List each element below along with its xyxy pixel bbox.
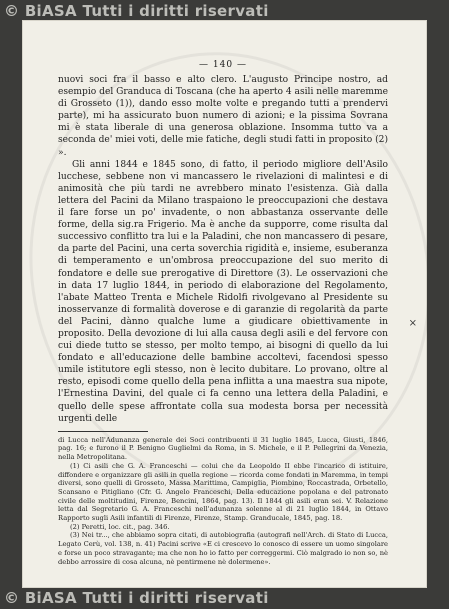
footnote: (3) Nei tr..., che abbiamo sopra citati, di autobiografia (autografi nell'Arch. di Stato di Lucca, Legato Cerù, vol. 138, n. 41) Pacini scrive «E ci crescevo lo conosco di essere un uomo singolare e forse un poco stravagante; ma che non ho io fatto per correggermi. Ciò malgrado io non so, nè debbo arrossire di cosa alcuna, nè pentirmene nè dolermene». xyxy=(58,531,388,566)
paragraph: Gli anni 1844 e 1845 sono, di fatto, il periodo migliore dell'Asilo lucchese, sebbene non vi mancassero le rivelazioni di malintesi e di animosità che più tardi ne avrebbero minato l'esistenza. Già dalla lettera del Pacini da Milano traspaiono le preoccupazioni che destava il fare forse un po' invadente, o non abbastanza osservante delle forme, della sig.ra Frigerio. Ma è anche da supporre, come risulta dal successivo conflitto tra lui e la Paladini, che non mancassero di pesare, da parte del Pacini, una certa soverchia rigidità e, insieme, esuberanza di temperamento e un'ombrosa preoccupazione del suo merito di fondatore e delle sue prerogative di Direttore (3). Le osservazioni che in data 17 luglio 1844, in periodo di elaborazione del Regolamento, l'abate Matteo Trenta e Michele Ridolfi rivolgevano al Presidente su inosservanze di formalità doverose e di garanzie di regolarità da parte del Pacini, dànno qualche lume a giudicare obiettivamente in proposito. Della devozione di lui alla causa degli asili e del fervore con cui diede tutto se stesso, per molto tempo, ai bisogni di quello da lui fondato e all'educazione delle bambine accoltevi, facendosi spesso umile istitutore egli stesso, non è lecito dubitare. Lo provano, oltre al resto, episodi come quello della pena inflitta a una maestra sua nipote, l'Ernestina Davini, del quale ci fa cenno una lettera della Paladini, e quello delle spese affrontate colla sua modesta borsa per necessità urgenti delle xyxy=(58,159,388,424)
footnote: (1) Ci asili che G. A. Franceschi — colui che da Leopoldo II ebbe l'incarico di istituire, diffondere e organizzare gli asili in quella regione — ricorda come fondati in Maremma, in tempi diversi, sono quelli di Grosseto, Massa Marittima, Campiglia, Piombino, Roccastrada, Orbetello, Scansano e Pitigliano (Cfr. G. Angelo Franceschi, Della educazione popolana e del patronato civile delle moltitudini, Firenze, Bencini, 1864, pag. 13). Il 1844 gli asili eran sei. V. Relazione letta dal Segretario G. A. Franceschi nell'adunanza solenne al di 21 luglio 1844, in Ottavo Rapporto sugli Asili infantili di Firenze, Firenze, Stamp. Granducale, 1845, pag. 18. xyxy=(58,461,388,523)
copyright-banner-bottom: © BiASA Tutti i diritti riservati xyxy=(4,589,269,607)
paragraph: nuovi soci fra il basso e alto clero. L'augusto Principe nostro, ad esempio del Granduca di Toscana (che ha aperto 4 asili nelle maremme di Grosseto (1)), dando esso molte volte e pregando tutti a prendervi parte), mi ha assicurato buon numero di azioni; e la pissima Sovrana mi è stata liberale di una generosa oblazione. Insomma tutto va a seconda de' miei voti, delle mie fatiche, degli studi fatti in proposito (2) ». xyxy=(58,75,388,158)
footnote: (2) Peretti, loc. cit., pag. 346. xyxy=(70,522,170,531)
footnotes xyxy=(58,436,388,567)
margin-mark: × xyxy=(408,318,417,329)
text-block xyxy=(58,60,388,566)
footnote: di Lucca nell'Adunanza generale dei Soci contribuenti il 31 luglio 1845, Lucca, Giusti, 1846, pag. 16; e furono il P. Benigno Guglielmi da Roma, in S. Michele, e il P. Pellegrini da Venezia, nella Metropolitana. xyxy=(58,435,388,462)
copyright-banner-top: © BiASA Tutti i diritti riservati xyxy=(4,2,269,20)
page-number: — 140 — xyxy=(199,60,247,70)
footnote-divider xyxy=(58,431,148,432)
body-text xyxy=(58,74,388,425)
document-page xyxy=(22,20,427,588)
